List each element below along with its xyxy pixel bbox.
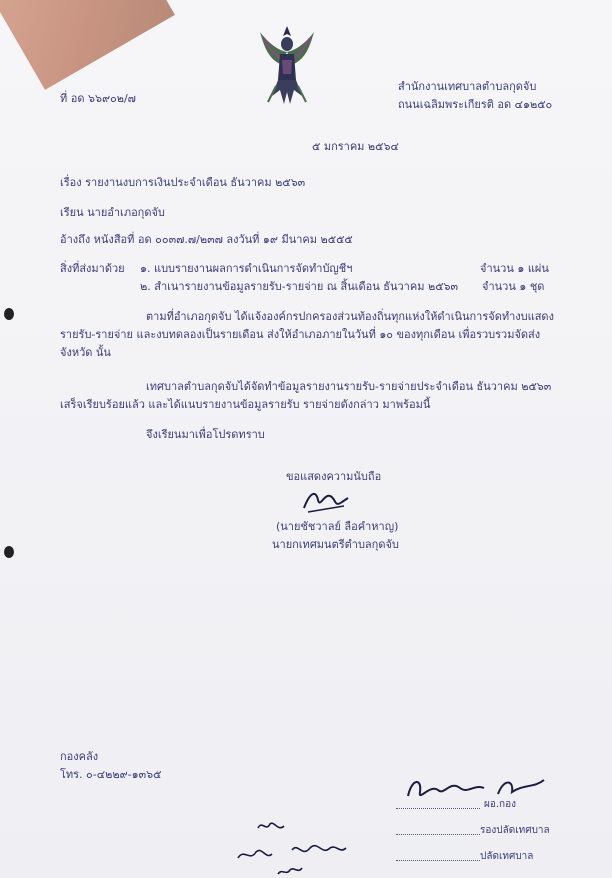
regards-line: ขอแสดงความนับถือ: [286, 470, 382, 483]
closing-line: จึงเรียนมาเพื่อโปรดทราบ: [146, 428, 265, 441]
office-address: ถนนเฉลิมพระเกียรติ อด ๔๑๒๕๐: [398, 98, 553, 111]
enclosure-label: สิ่งที่ส่งมาด้วย: [60, 262, 125, 275]
approval-signature: [404, 774, 554, 808]
signer-position: นายกเทศมนตรีตำบลกุดจับ: [272, 538, 399, 551]
document-number: ที่ อด ๖๖๙๐๒/๗: [60, 92, 136, 105]
handwritten-signature: [300, 486, 350, 516]
paragraph-line: เสร็จเรียบร้อยแล้ว และได้แนบรายงานข้อมูลรายรับ รายจ่ายดังกล่าว มาพร้อมนี้: [60, 398, 431, 411]
routing-item: ปลัดเทศบาล: [480, 851, 534, 862]
paper-corner: [0, 0, 175, 90]
enclosure-qty: จำนวน ๑ แผ่น: [480, 262, 549, 275]
enclosure-item: ๑. แบบรายงานผลการดำเนินการจัดทำบัญชีฯ: [140, 262, 353, 275]
department-name: กองคลัง: [60, 750, 99, 763]
punch-hole: [4, 546, 14, 558]
enclosure-qty: จำนวน ๑ ชุด: [482, 280, 545, 293]
phone-number: โทร. ๐-๔๒๒๙-๑๓๖๕: [60, 768, 162, 781]
addressee-line: เรียน นายอำเภอกุดจับ: [60, 206, 165, 219]
paragraph-line: ตามที่อำเภอกุดจับ ได้แจ้งองค์กรปกครองส่วนท้องถิ่นทุกแห่งให้ดำเนินการจัดทำงบแสดง: [146, 310, 554, 323]
routing-item: รองปลัดเทศบาล: [480, 825, 550, 836]
reference-line: อ้างถึง หนังสือที่ อด ๐๐๓๗.๗/๒๓๗ ลงวันที่ ๑๙ มีนาคม ๒๕๕๕: [60, 233, 353, 246]
dotted-line: [396, 860, 480, 861]
paragraph-line: รายรับ-รายจ่าย และงบทดลองเป็นรายเดือน ส่งให้อำเภอภายในวันที่ ๑๐ ของทุกเดือน เพื่อรวบรวมจัดส่ง: [60, 328, 541, 341]
dotted-line: [396, 834, 480, 835]
enclosure-item: ๒. สำเนารายงานข้อมูลรายรับ-รายจ่าย ณ สิ้นเดือน ธันวาคม ๒๕๖๓: [140, 280, 459, 293]
signer-name: (นายชัชวาลย์ ลือคำหาญ): [276, 520, 399, 533]
handwritten-note: [232, 818, 362, 878]
paragraph-line: เทศบาลตำบลกุดจับได้จัดทำข้อมูลรายงานรายรับ-รายจ่ายประจำเดือน ธันวาคม ๒๕๖๓: [146, 380, 552, 393]
punch-hole: [4, 308, 14, 320]
paragraph-line: จังหวัด นั้น: [60, 346, 111, 359]
office-name: สำนักงานเทศบาลตำบลกุดจับ: [398, 80, 537, 93]
subject-line: เรื่อง รายงานงบการเงินประจำเดือน ธันวาคม ๒๕๖๓: [60, 176, 306, 189]
document-date: ๕ มกราคม ๒๕๖๔: [312, 140, 399, 153]
dotted-line: [396, 808, 480, 809]
garuda-emblem: [258, 24, 316, 110]
routing-item: ผอ.กอง: [484, 799, 516, 810]
